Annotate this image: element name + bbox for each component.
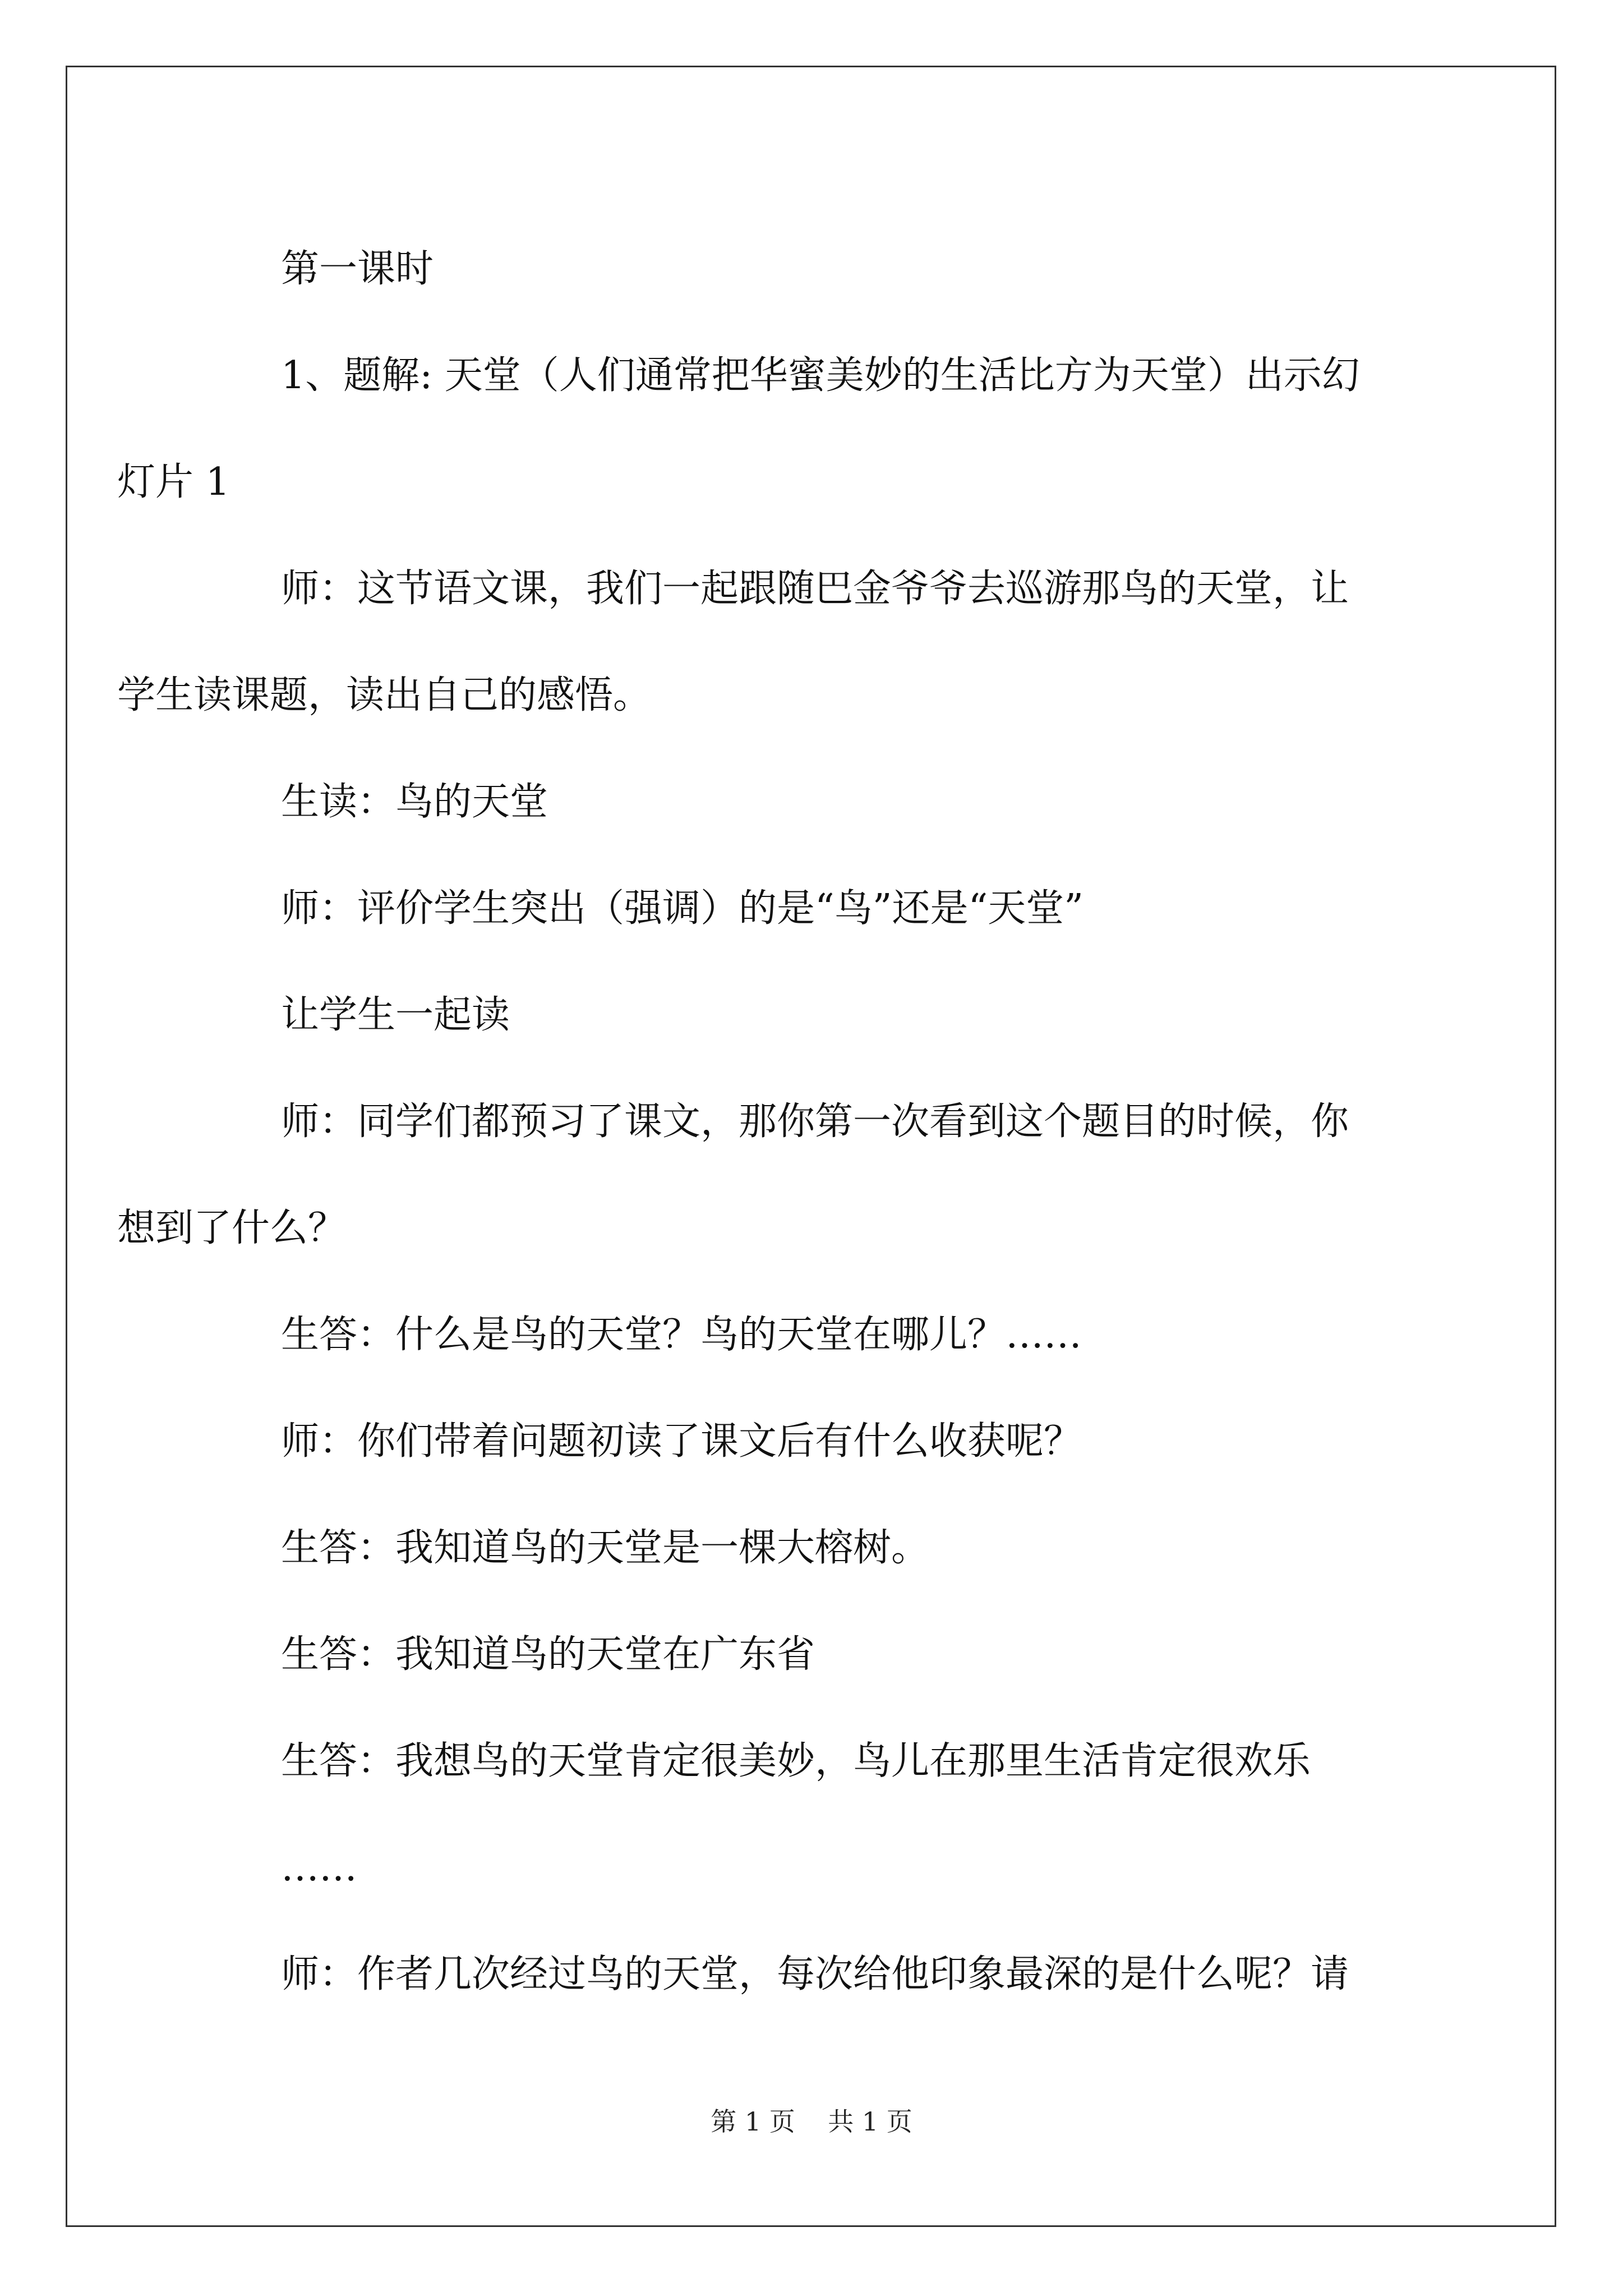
paragraph-7 xyxy=(117,1069,1427,1282)
paragraph-14 xyxy=(199,1921,1427,2028)
paragraph-text: 生答：什么是鸟的天堂？鸟的天堂在哪儿？…… xyxy=(281,1313,1082,1357)
page-footer: 第 1 页 共 1 页 xyxy=(711,2106,912,2137)
paragraph-11 xyxy=(199,1602,1427,1708)
paragraph-text-continued: 灯片 1 xyxy=(117,460,230,504)
paragraph-text: 师：作者几次经过鸟的天堂，每次给他印象最深的是什么呢？请 xyxy=(281,1952,1349,1996)
paragraph-2 xyxy=(117,323,1427,536)
document-body xyxy=(117,216,1427,2028)
paragraph-text: …… xyxy=(281,1846,357,1890)
paragraph-text: 生答：我想鸟的天堂肯定很美妙，鸟儿在那里生活肯定很欢乐 xyxy=(281,1739,1311,1783)
paragraph-12 xyxy=(199,1708,1427,1815)
paragraph-text-continued: 想到了什么？ xyxy=(117,1206,347,1250)
paragraph-9 xyxy=(199,1388,1427,1495)
paragraph-4 xyxy=(199,749,1427,855)
paragraph-8 xyxy=(199,1282,1427,1388)
paragraph-text: 师：这节语文课，我们一起跟随巴金爷爷去巡游那鸟的天堂，让 xyxy=(281,567,1349,611)
paragraph-text: 生答：我知道鸟的天堂是一棵大榕树。 xyxy=(281,1526,930,1570)
paragraph-text: 师：同学们都预习了课文，那你第一次看到这个题目的时候，你 xyxy=(281,1099,1349,1144)
paragraph-1 xyxy=(199,216,1427,323)
paragraph-6 xyxy=(199,962,1427,1069)
paragraph-text: 让学生一起读 xyxy=(281,993,510,1037)
paragraph-text: 生答：我知道鸟的天堂在广东省 xyxy=(281,1632,815,1677)
paragraph-13 xyxy=(199,1815,1427,1921)
paragraph-5 xyxy=(199,855,1427,962)
paragraph-text: 第一课时 xyxy=(281,247,434,291)
paragraph-text: 师：你们带着问题初读了课文后有什么收获呢？ xyxy=(281,1419,1082,1464)
paragraph-text: 生读：鸟的天堂 xyxy=(281,780,548,824)
paragraph-text: 师：评价学生突出（强调）的是“鸟”还是“天堂” xyxy=(281,886,1084,931)
paragraph-text-continued: 学生读课题，读出自己的感悟。 xyxy=(117,673,652,717)
paragraph-10 xyxy=(199,1495,1427,1602)
paragraph-text: 1、题解: 天堂（人们通常把华蜜美妙的生活比方为天堂）出示幻 xyxy=(281,353,1360,398)
paragraph-3 xyxy=(117,536,1427,749)
